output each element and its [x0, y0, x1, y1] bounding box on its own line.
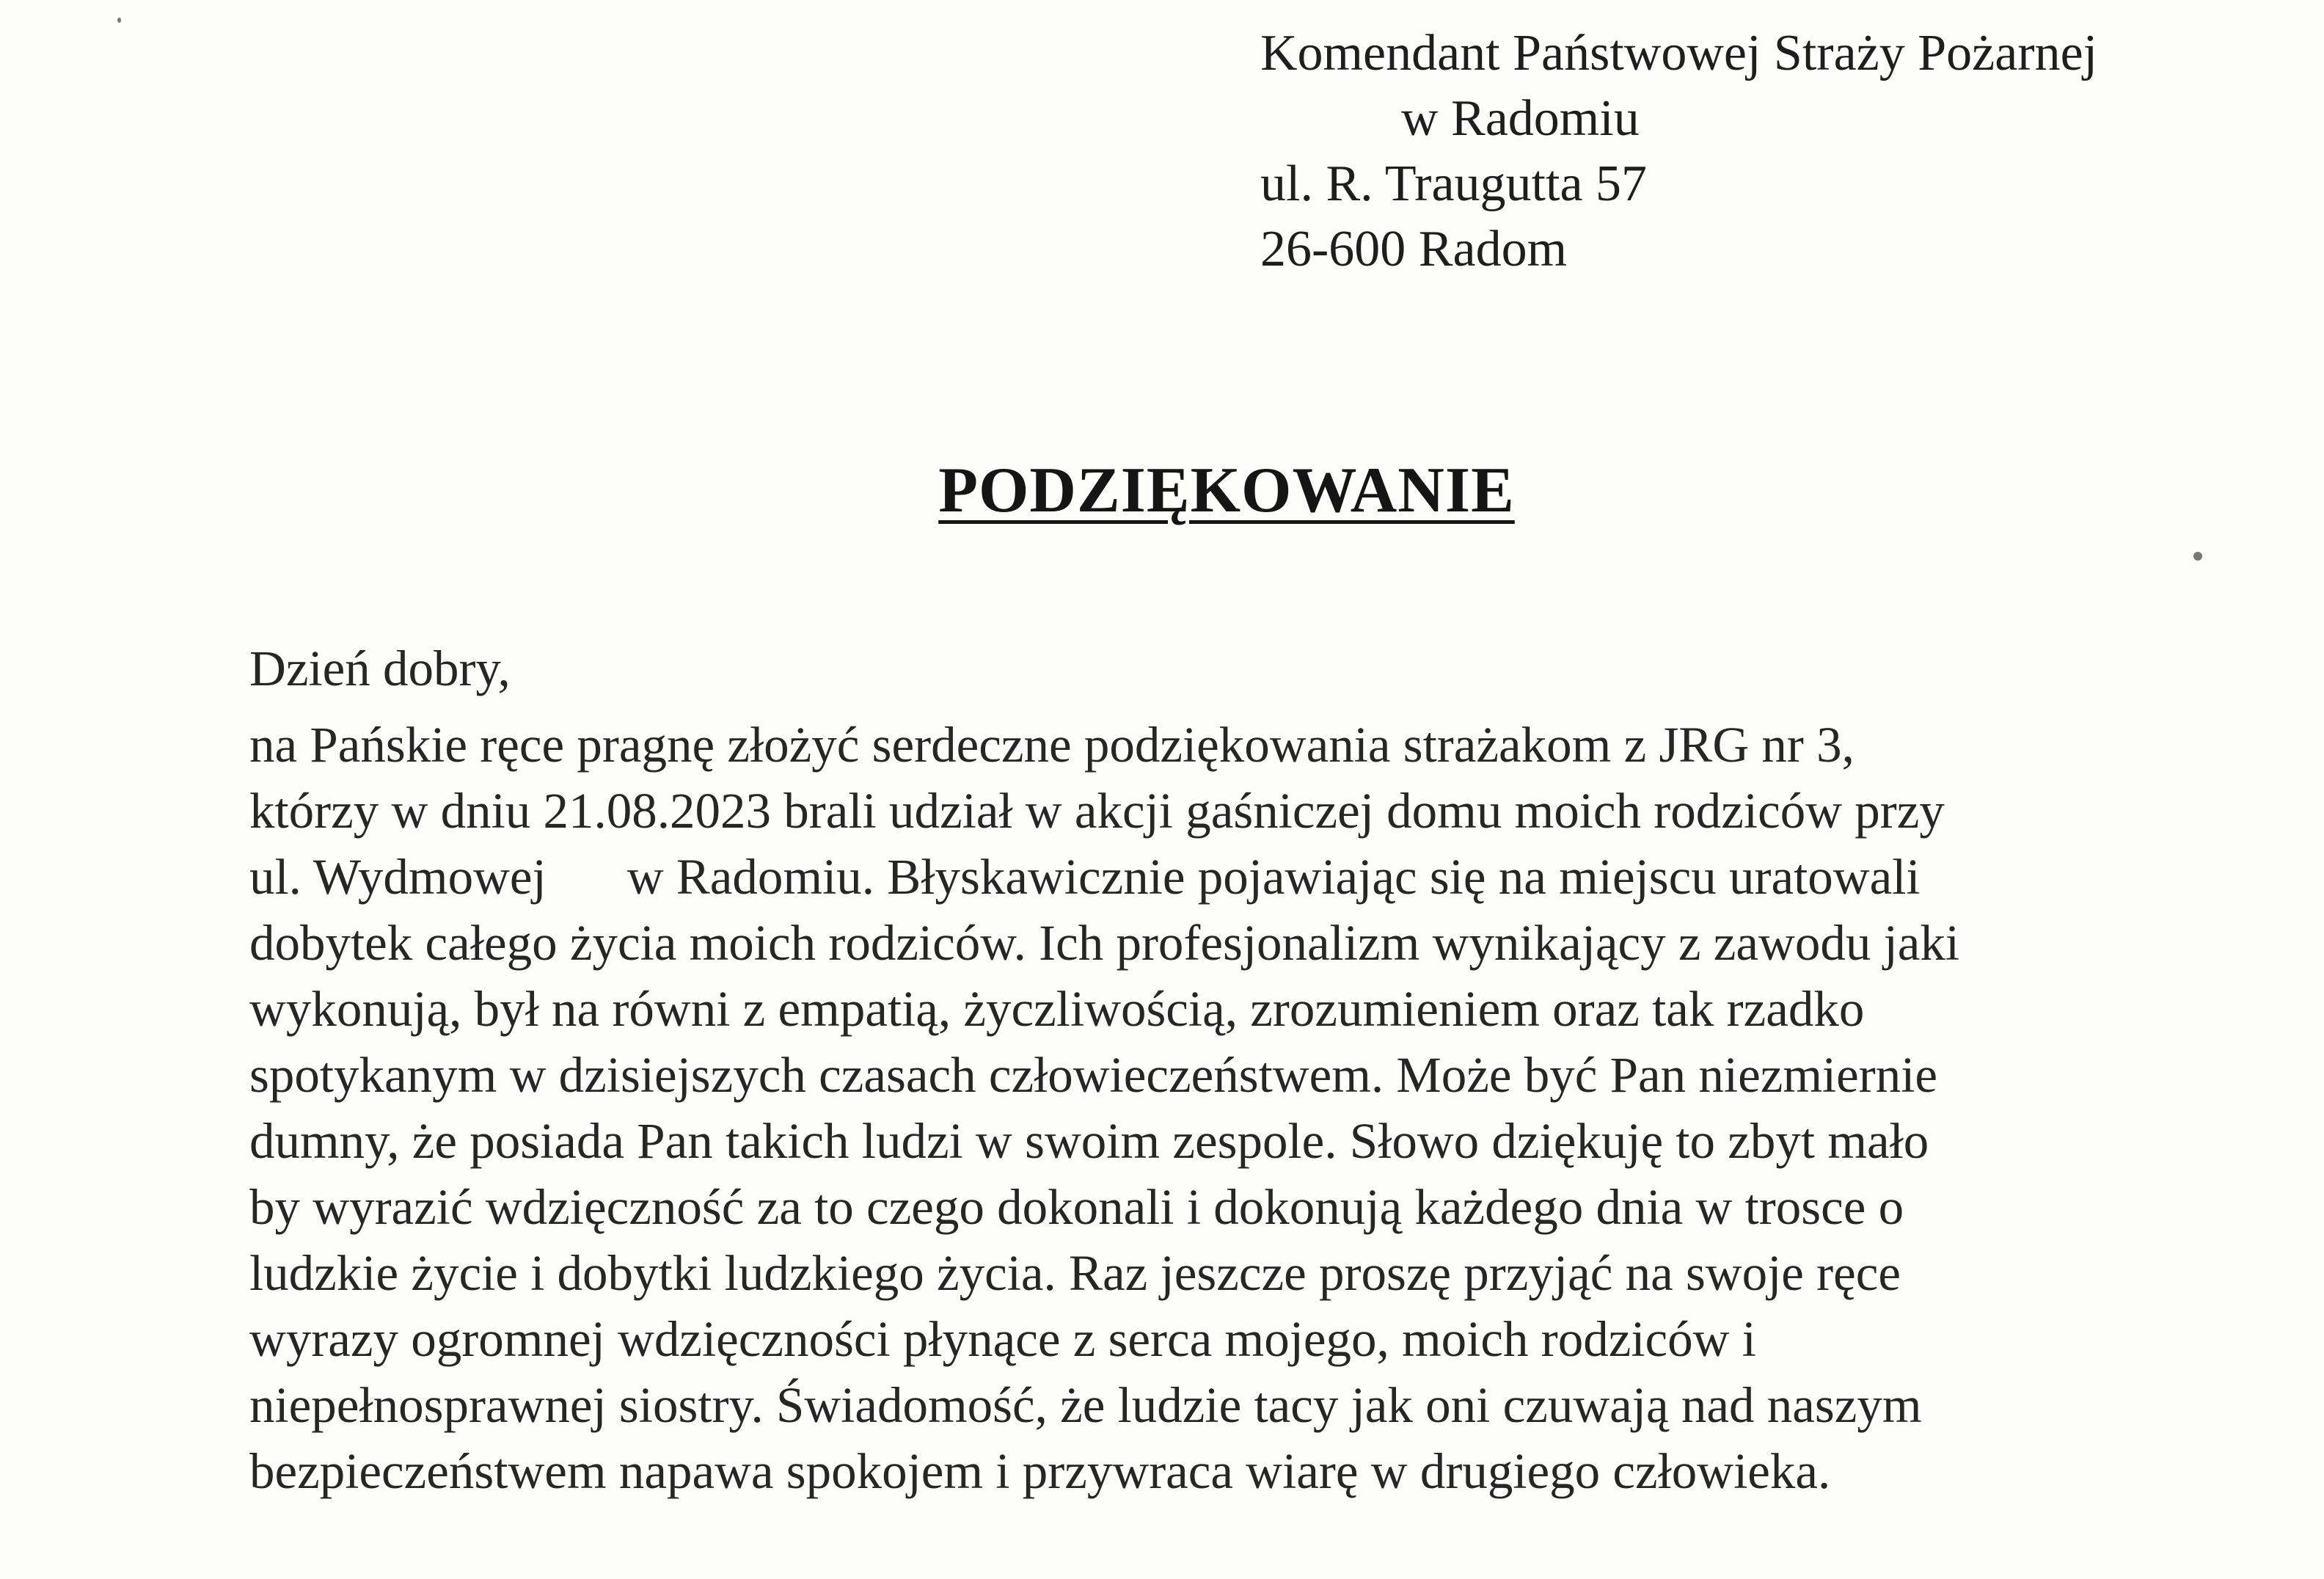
- document-title: PODZIĘKOWANIE: [938, 455, 1515, 526]
- body-line: [249, 844, 1959, 910]
- scan-speck: [117, 18, 121, 23]
- body-line: ludzkie życie i dobytki ludzkiego życia. Raz jeszcze proszę przyjąć na swoje ręce: [249, 1245, 1901, 1301]
- scan-speck: [2193, 552, 2202, 561]
- body-line-part: ul. Wydmowej: [249, 849, 547, 905]
- recipient-city: w Radomiu: [1401, 90, 1640, 147]
- greeting: Dzień dobry,: [249, 641, 511, 696]
- body-line-part: w Radomiu. Błyskawicznie pojawiając się na miejscu uratowali: [626, 849, 1921, 905]
- body-line: którzy w dniu 21.08.2023 brali udział w akcji gaśniczej domu moich rodziców przy: [249, 783, 1945, 839]
- body-line: na Pańskie ręce pragnę złożyć serdeczne podziękowania strażakom z JRG nr 3,: [249, 717, 1855, 773]
- body-line: spotykanym w dzisiejszych czasach człowieczeństwem. Może być Pan niezmiernie: [249, 1047, 1938, 1103]
- recipient-address: [1260, 21, 2097, 282]
- letter-body: [249, 635, 1959, 1504]
- body-line: by wyrazić wdzięczność za to czego dokonali i dokonują każdego dnia w trosce o: [249, 1179, 1904, 1235]
- recipient-postal: 26-600 Radom: [1260, 221, 1568, 277]
- body-line: wyrazy ogromnej wdzięczności płynące z serca mojego, moich rodziców i: [249, 1311, 1756, 1367]
- body-line: dobytek całego życia moich rodziców. Ich profesjonalizm wynikający z zawodu jaki: [249, 915, 1960, 971]
- recipient-street: ul. R. Traugutta 57: [1260, 156, 1648, 212]
- body-line: bezpieczeństwem napawa spokojem i przywraca wiarę w drugiego człowieka.: [249, 1443, 1831, 1499]
- body-line: wykonują, był na równi z empatią, życzliwością, zrozumieniem oraz tak rzadko: [249, 981, 1865, 1037]
- body-line: dumny, że posiada Pan takich ludzi w swoim zespole. Słowo dziękuję to zbyt mało: [249, 1113, 1929, 1169]
- recipient-title: Komendant Państwowej Straży Pożarnej: [1260, 25, 2098, 81]
- body-line: niepełnosprawnej siostry. Świadomość, że ludzie tacy jak oni czuwają nad naszym: [249, 1377, 1922, 1433]
